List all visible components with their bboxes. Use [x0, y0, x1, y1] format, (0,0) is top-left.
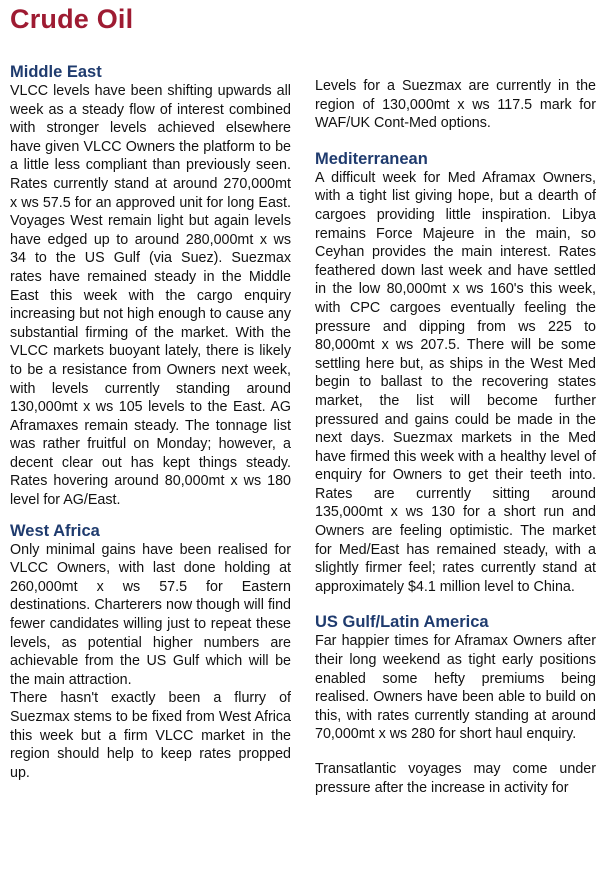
section-west-africa: [10, 521, 291, 783]
section-body-west-africa-2: There hasn't exactly been a flurry of Suezmax stems to be fixed from West Africa this week but a firm VLCC market in the region should help to keep rates propped up.: [10, 690, 291, 781]
section-body-us-gulf-1: Far happier times for Aframax Owners after their long weekend as tight early positions enabled some hefty premiums being realised. Owners have been able to build on this, with rates currently standing at around 70,000mt x ws 280 for short haul enquiry.: [315, 633, 596, 743]
section-middle-east: [10, 62, 291, 510]
right-column: [315, 77, 596, 797]
page-title: Crude Oil: [10, 4, 134, 34]
section-heading-west-africa: West Africa: [10, 521, 100, 540]
section-body-west-africa-3: Levels for a Suezmax are currently in the region of 130,000mt x ws 117.5 mark for WAF/UK Cont-Med options.: [315, 78, 596, 132]
section-mediterranean: [315, 149, 596, 597]
section-body-middle-east: VLCC levels have been shifting upwards all week as a steady flow of interest combined with stronger levels achieved elsewhere have given VLCC Owners the platform to be a little less compliant than previously seen. Rates currently stand at around 270,000mt x ws 57.5 for an approved unit for long East. Voyages West remain light but again levels have edged up to around 280,000mt x ws 34 to the US Gulf (via Suez). Suezmax rates have remained steady in the Middle East this week with the cargo enquiry increasing but not high enough to cause any substantial firming of the market. With the VLCC markets buoyant lately, there is likely to be a resistance from Owners next week, with levels currently standing around 130,000mt x ws 105 levels to the East. AG Aframaxes remain steady. The tonnage list was rather fruitful on Monday; however, a decent clear out has kept things steady. Rates hovering around 80,000mt x ws 180 level for AG/East.: [10, 83, 291, 509]
section-heading-us-gulf: US Gulf/Latin America: [315, 613, 489, 632]
section-us-gulf-latin-america: [315, 612, 596, 797]
left-column: [10, 62, 291, 782]
section-body-us-gulf-2: Transatlantic voyages may come under pressure after the increase in activity for: [315, 761, 596, 796]
section-heading-middle-east: Middle East: [10, 63, 102, 81]
section-body-west-africa-1: Only minimal gains have been realised for VLCC Owners, with last done holding at 260,000mt x ws 57.5 for Eastern destinations. Charterers now though will find fewer candidates willing just to repeat these levels, as potential higher numbers are achievable from the US Gulf which will be the main attraction.: [10, 541, 291, 688]
section-heading-mediterranean: Mediterranean: [315, 149, 428, 168]
section-body-mediterranean: A difficult week for Med Aframax Owners, with a tight list giving hope, but a dearth of cargoes providing little inspiration. Libya remains Force Majeure in the main, so Ceyhan provides the main interest. Rates feathered down last week and have settled in the low 80,000mt x ws 160's this week, with CPC cargoes eventually feeling the pressure and dipping from ws 225 to 80,000mt x ws 207.5. There will be some settling here but, as ships in the West Med begin to ballast to the recovering states market, the list will become further pressured and gains could be made in the next days. Suezmax markets in the Med have firmed this week with a healthy level of enquiry for Owners to get their teeth into. Rates are currently sitting around 135,000mt x ws 130 for a short run and Owners are feeling optimistic. The market for Med/East has remained steady, with a slightly firmer feel; rates currently stand at approximately $4.1 million level to China.: [315, 169, 596, 595]
